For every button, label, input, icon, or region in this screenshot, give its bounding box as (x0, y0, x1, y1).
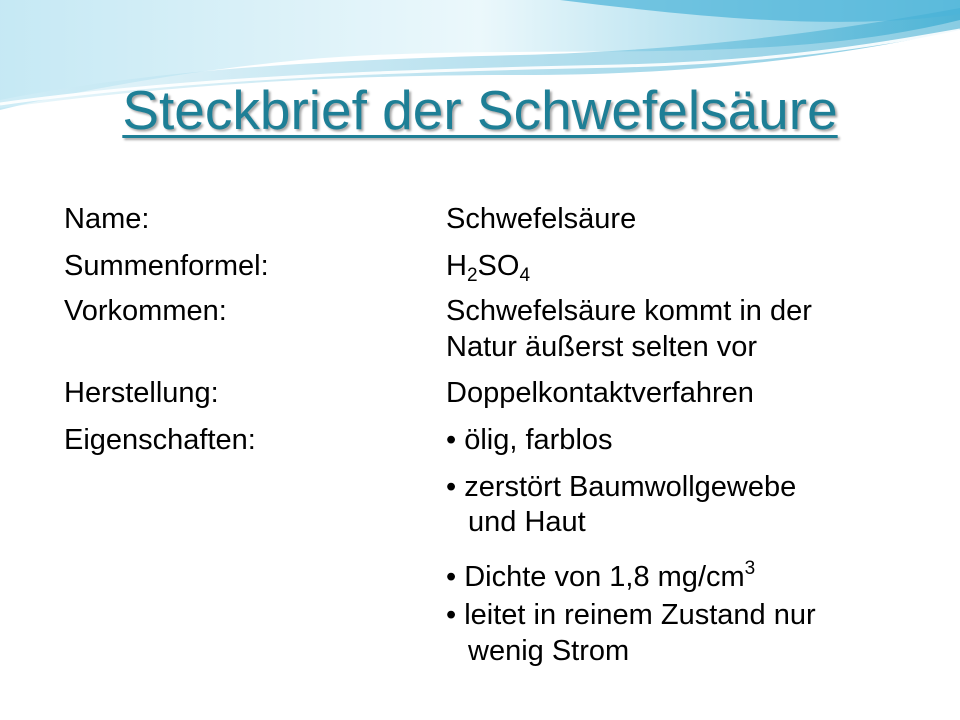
row-value-formula (446, 249, 530, 293)
formula-subscript-2: 2 (466, 265, 478, 286)
formula-part-so: SO (477, 250, 520, 282)
property-item-3-superscript: 3 (744, 558, 756, 579)
property-item-1: • ölig, farblos (446, 424, 613, 456)
formula-part-h: H (446, 250, 467, 282)
property-item-4-line-2: wenig Strom (468, 635, 630, 667)
row-label-occurrence: Vorkommen: (64, 295, 227, 327)
row-value-production: Doppelkontaktverfahren (446, 377, 754, 409)
property-item-2-line-2: und Haut (468, 506, 586, 538)
property-item-3 (446, 552, 755, 594)
formula-subscript-4: 4 (519, 265, 531, 286)
property-item-3-text: • Dichte von 1,8 mg/cm (446, 561, 745, 593)
row-label-formula: Summenformel: (64, 250, 269, 282)
property-item-4-line-1: • leitet in reinem Zustand nur (446, 599, 816, 631)
page-title: Steckbrief der Schwefelsäure (122, 79, 838, 141)
property-item-2-line-1: • zerstört Baumwollgewebe (446, 471, 797, 503)
row-value-occurrence-line-1: Schwefelsäure kommt in der (446, 295, 812, 327)
row-label-production: Herstellung: (64, 377, 219, 409)
row-value-occurrence-line-2: Natur äußerst selten vor (446, 331, 758, 363)
row-label-name: Name: (64, 203, 150, 235)
row-value-name: Schwefelsäure (446, 203, 637, 235)
row-label-properties: Eigenschaften: (64, 424, 256, 456)
